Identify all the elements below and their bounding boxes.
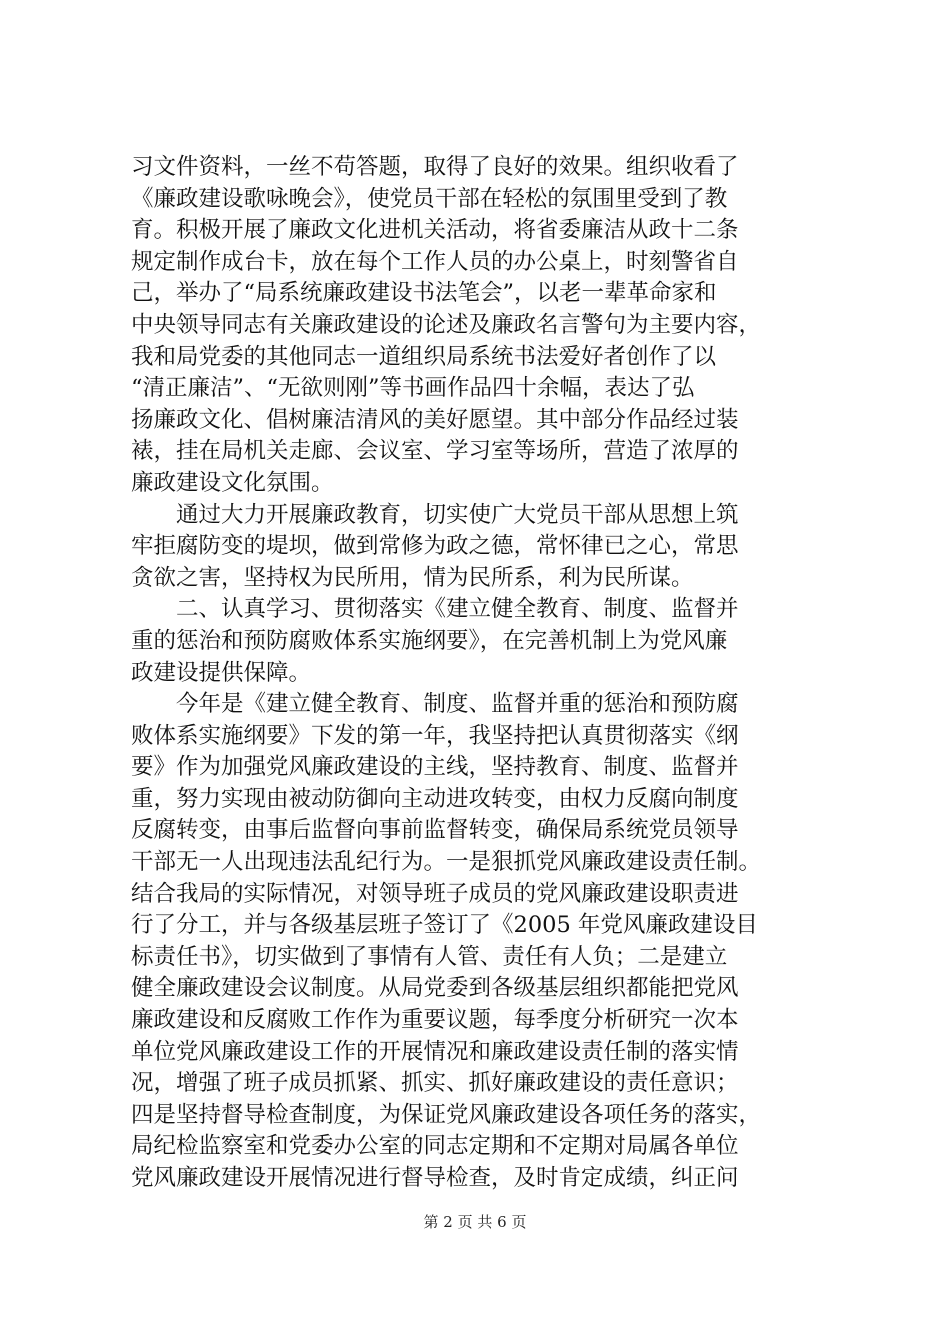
text-line: 健全廉政建设会议制度。从局党委到各级基层组织都能把党风 bbox=[131, 975, 739, 1002]
text-line: 贪欲之害，坚持权为民所用，情为民所系，利为民所谋。 bbox=[131, 564, 694, 591]
body-text bbox=[131, 152, 831, 1195]
text-line: 己，举办了“局系统廉政建设书法笔会”，以老一辈革命家和 bbox=[131, 280, 717, 307]
text-line: 通过大力开展廉政教育，切实使广大党员干部从思想上筑 bbox=[131, 501, 739, 528]
text-line: 重的惩治和预防腐败体系实施纲要》，在完善机制上为党风廉 bbox=[131, 627, 728, 654]
text-line: 《廉政建设歌咏晚会》，使党员干部在轻松的氛围里受到了教 bbox=[131, 185, 728, 212]
text-line: “清正廉洁”、“无欲则刚”等书画作品四十余幅，表达了弘 bbox=[131, 375, 695, 402]
text-line: 败体系实施纲要》下发的第一年，我坚持把认真贯彻落实《纲 bbox=[131, 722, 739, 749]
text-line: 中央领导同志有关廉政建设的论述及廉政名言警句为主要内容， bbox=[131, 311, 762, 338]
text-line: 政建设提供保障。 bbox=[131, 659, 312, 686]
text-line: 反腐转变，由事后监督向事前监督转变，确保局系统党员领导 bbox=[131, 817, 739, 844]
text-line: 要》作为加强党风廉政建设的主线，坚持教育、制度、监督并 bbox=[131, 754, 739, 781]
text-line: 习文件资料，一丝不苟答题，取得了良好的效果。组织收看了 bbox=[131, 154, 739, 180]
text-line: 规定制作成台卡，放在每个工作人员的办公桌上，时刻警省自 bbox=[131, 248, 739, 275]
text-line: 单位党风廉政建设工作的开展情况和廉政建设责任制的落实情 bbox=[131, 1038, 739, 1065]
text-line: 廉政建设和反腐败工作作为重要议题，每季度分析研究一次本 bbox=[131, 1007, 739, 1034]
text-line: 干部无一人出现违法乱纪行为。一是狠抓党风廉政建设责任制。 bbox=[131, 849, 762, 876]
text-line: 况，增强了班子成员抓紧、抓实、抓好廉政建设的责任意识； bbox=[131, 1070, 739, 1097]
text-line: 结合我局的实际情况，对领导班子成员的党风廉政建设职责进 bbox=[131, 880, 739, 907]
text-line: 党风廉政建设开展情况进行督导检查，及时肯定成绩，纠正问 bbox=[131, 1165, 739, 1191]
text-line: 重，努力实现由被动防御向主动进攻转变，由权力反腐向制度 bbox=[131, 785, 739, 812]
text-line: 标责任书》，切实做到了事情有人管、责任有人负；二是建立 bbox=[131, 943, 728, 970]
text-line: 行了分工，并与各级基层班子签订了《2005 年党风廉政建设目 bbox=[131, 912, 758, 939]
text-line: 育。积极开展了廉政文化进机关活动，将省委廉洁从政十二条 bbox=[131, 217, 739, 244]
text-line: 扬廉政文化、倡树廉洁清风的美好愿望。其中部分作品经过装 bbox=[131, 406, 739, 433]
text-line: 二、认真学习、贯彻落实《建立健全教育、制度、监督并 bbox=[131, 596, 739, 623]
text-line: 四是坚持督导检查制度，为保证党风廉政建设各项任务的落实， bbox=[131, 1101, 762, 1128]
text-line: 廉政建设文化氛围。 bbox=[131, 469, 334, 496]
text-line: 牢拒腐防变的堤坝，做到常修为政之德，常怀律已之心，常思 bbox=[131, 533, 739, 560]
text-line: 今年是《建立健全教育、制度、监督并重的惩治和预防腐 bbox=[131, 691, 739, 718]
text-line: 局纪检监察室和党委办公室的同志定期和不定期对局属各单位 bbox=[131, 1133, 739, 1160]
page-footer: 第 2 页 共 6 页 bbox=[423, 1213, 527, 1231]
text-line: 裱，挂在局机关走廊、会议室、学习室等场所，营造了浓厚的 bbox=[131, 438, 739, 465]
text-line: 我和局党委的其他同志一道组织局系统书法爱好者创作了以 bbox=[131, 343, 717, 370]
